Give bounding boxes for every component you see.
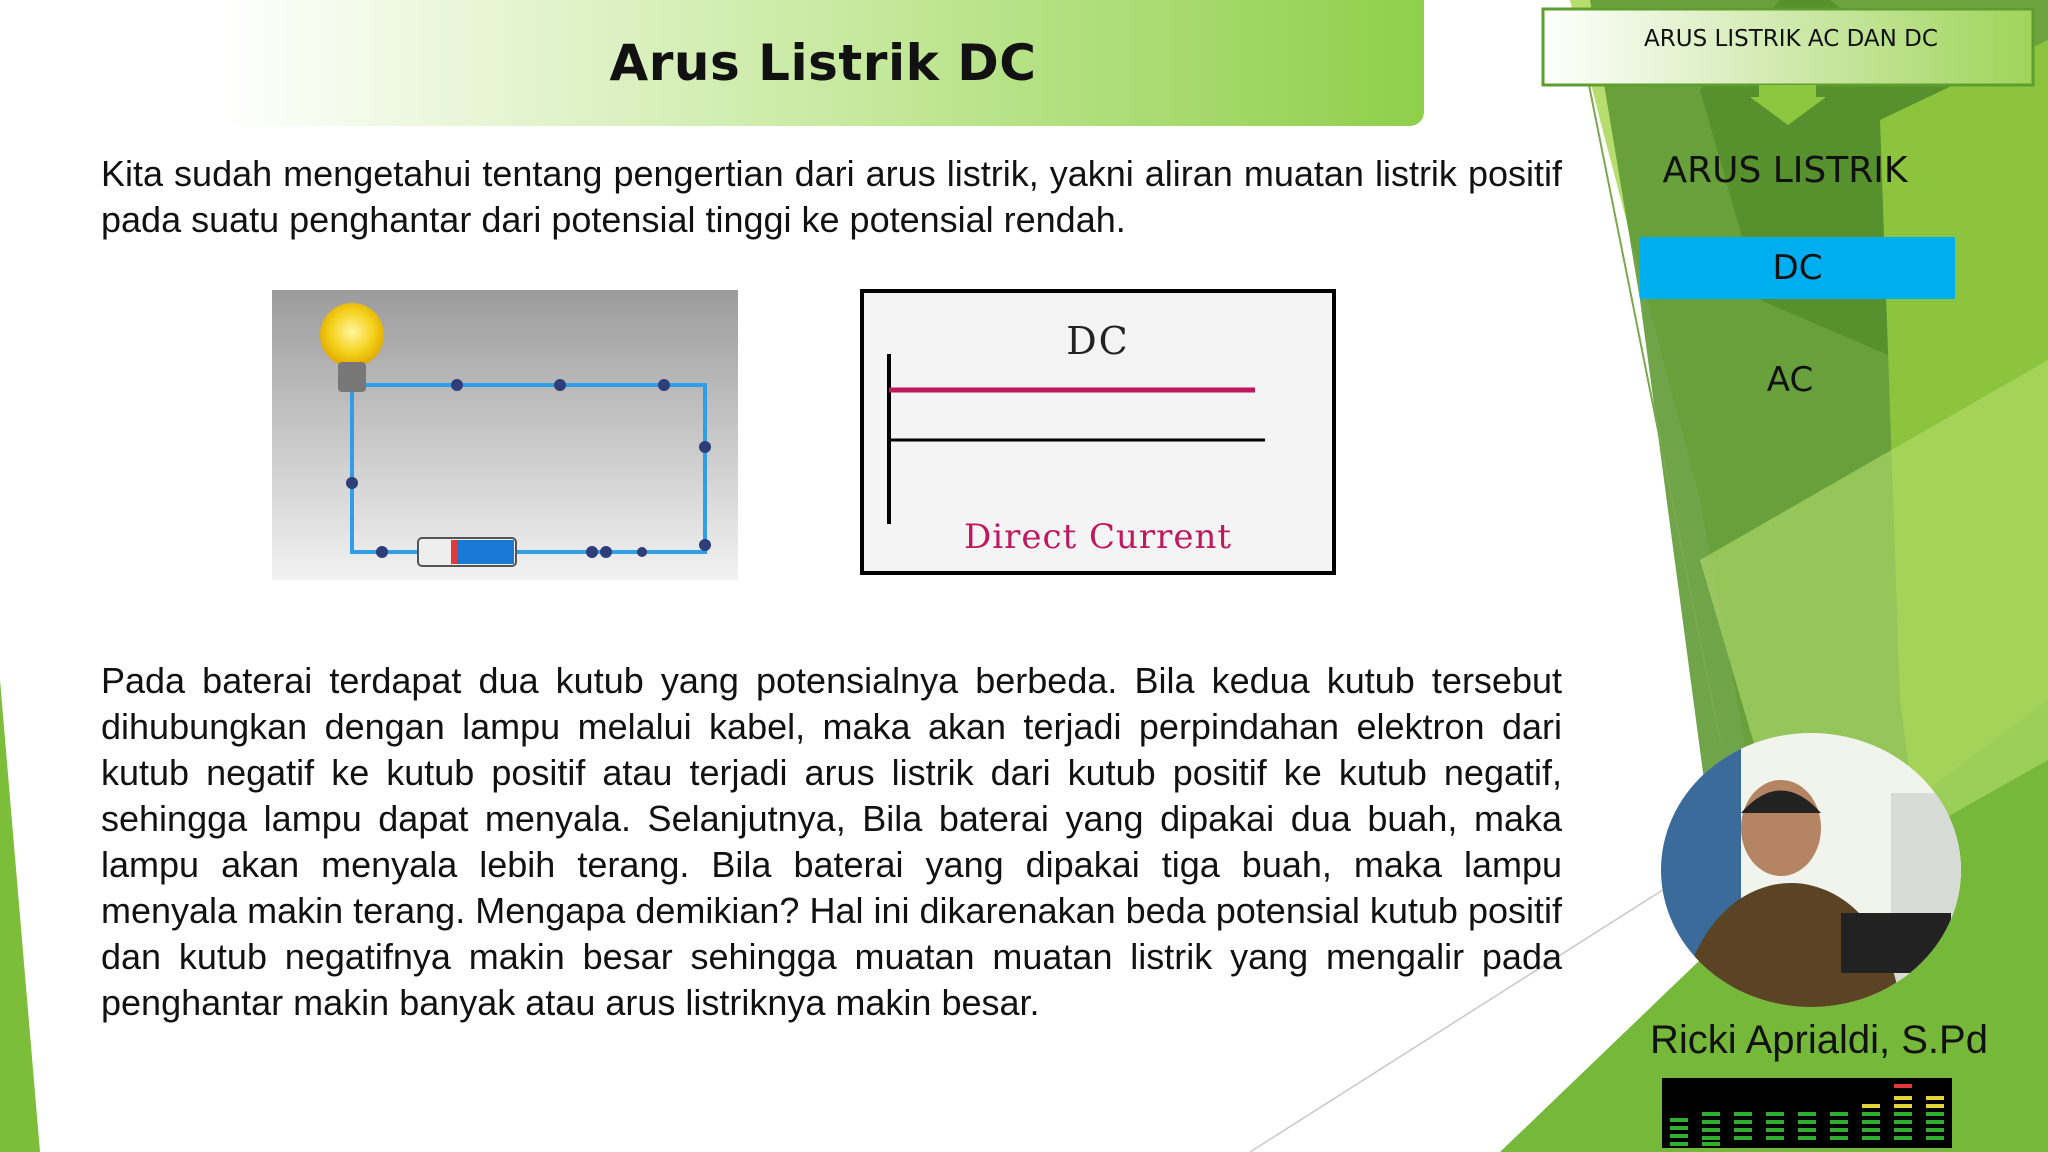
dc-illustration — [860, 289, 1336, 575]
circuit-illustration — [272, 290, 738, 580]
dc-label: DC — [1066, 319, 1130, 363]
title-banner — [222, 0, 1424, 126]
nav-header-box — [1541, 7, 2035, 127]
presenter-avatar — [1661, 733, 1961, 1007]
nav-section-arus-listrik[interactable]: ARUS LISTRIK — [1662, 150, 1908, 191]
nav-item-ac[interactable]: AC — [1766, 360, 1814, 400]
nav-header[interactable]: ARUS LISTRIK AC DAN DC — [1644, 26, 1938, 52]
slide-title: Arus Listrik DC — [609, 34, 1037, 92]
nav-item-dc[interactable]: DC — [1640, 237, 1955, 299]
presenter-name: Ricki Aprialdi, S.Pd — [1650, 1018, 1988, 1062]
direct-current-label: Direct Current — [963, 517, 1233, 557]
intro-paragraph: Kita sudah mengetahui tentang pengertian dari arus listrik, yakni aliran muatan listrik positif pada suatu penghantar dari potensial tinggi ke potensial rendah. — [101, 153, 1562, 240]
audio-level-meter — [1662, 1078, 1952, 1148]
body-paragraph: Pada baterai terdapat dua kutub yang potensialnya berbeda. Bila kedua kutub tersebut dihubungkan dengan lampu melalui kabel, maka akan terjadi perpindahan elektron dari kutub negatif ke kutub positif atau terjadi arus listrik dari kutub positif ke kutub negatif, sehingga lampu dapat menyala. Selanjutnya, Bila baterai yang dipakai dua buah, maka lampu akan menyala lebih terang. Bila baterai yang dipakai tiga buah, maka lampu menyala makin terang. Mengapa demikian? Hal ini dikarenakan beda potensial kutub positif dan kutub negatifnya makin besar sehingga muatan muatan listrik yang mengalir pada penghantar makin banyak atau arus listriknya makin besar. — [101, 660, 1562, 1023]
